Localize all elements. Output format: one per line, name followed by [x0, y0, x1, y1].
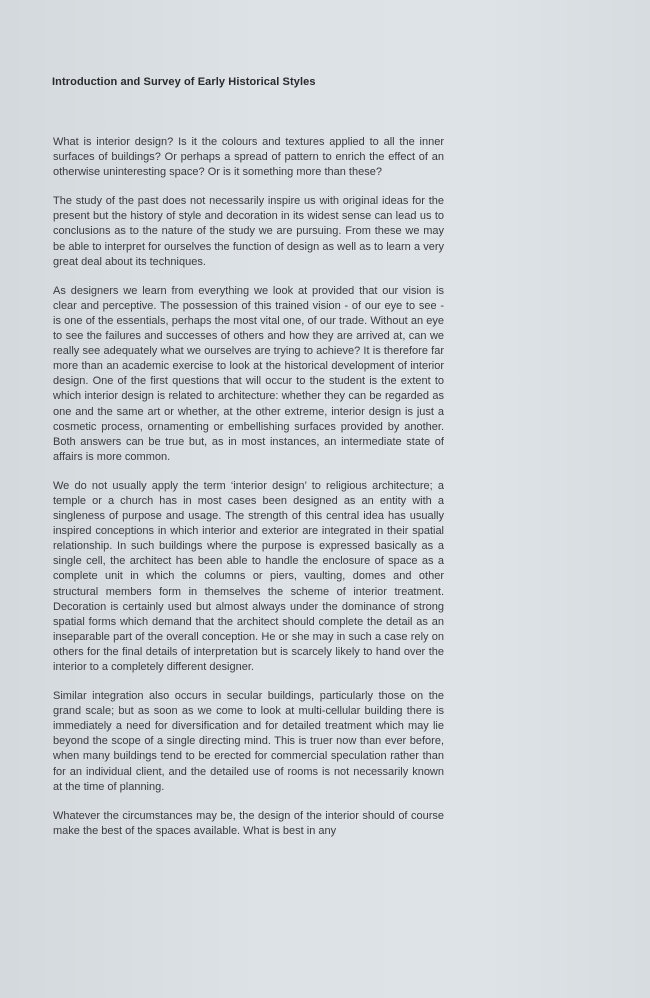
paragraph-4: We do not usually apply the term ‘interior design’ to religious architecture; a temple or a church has in most cases been designed as an entity with a singleness of purpose and usage. The strength of this central idea has usually inspired conceptions in which interior and exterior are integrated in their spatial relationship. In such buildings where the purpose is expressed basically as a single cell, the architect has been able to handle the enclosure of space as a complete unit in which the columns or piers, vaulting, domes and other structural members form in themselves the scheme of interior treatment. Decoration is certainly used but almost always under the dominance of strong spatial forms which demand that the architect should complete the detail as an inseparable part of the overall conception. He or she may in such a case rely on others for the final details of interpretation but is scarcely likely to hand over the interior to a completely different designer.	[53, 479, 444, 673]
paragraph-1: What is interior design? Is it the colours and textures applied to all the inner surfaces of buildings? Or perhaps a spread of pattern to enrich the effect of an otherwise uninteresting space? Or is it something more than these?	[53, 136, 444, 179]
paragraph-5: Similar integration also occurs in secular buildings, particularly those on the grand scale; but as soon as we come to look at multi-cellular building there is immediately a need for diversification and for detailed treatment which may lie beyond the scope of a single directing mind. This is truer now than ever before, when many buildings tend to be erected for commercial speculation rather than for an individual client, and the detailed use of rooms is not necessarily known at the time of planning.	[53, 690, 444, 793]
paragraph-3: As designers we learn from everything we look at provided that our vision is clear and perceptive. The possession of this trained vision - of our eye to see - is one of the essentials, perhaps the most vital one, of our trade. Without an eye to see the failures and successes of others and how they are arrived at, can we really see adequately what we ourselves are trying to achieve? It is therefore far more than an academic exercise to look at the historical development of interior design. One of the first questions that will occur to the student is the extent to which interior design is related to architecture: whether they can be regarded as one and the same art or whether, at the other extreme, interior design is just a cosmetic process, ornamenting or embellishing surfaces provided by another. Both answers can be true but, as in most instances, an intermediate state of affairs is more common.	[53, 284, 444, 463]
body-text	[53, 135, 444, 853]
paragraph-2: The study of the past does not necessarily inspire us with original ideas for the present but the history of style and decoration in its widest sense can lead us to conclusions as to the nature of the study we are pursuing. From these we may be able to interpret for ourselves the function of design as well as to learn a very great deal about its techniques.	[53, 195, 444, 268]
chapter-title: Introduction and Survey of Early Historical Styles	[52, 76, 316, 88]
paragraph-6: Whatever the circumstances may be, the design of the interior should of course make the best of the spaces available. What is best in any	[53, 809, 444, 837]
